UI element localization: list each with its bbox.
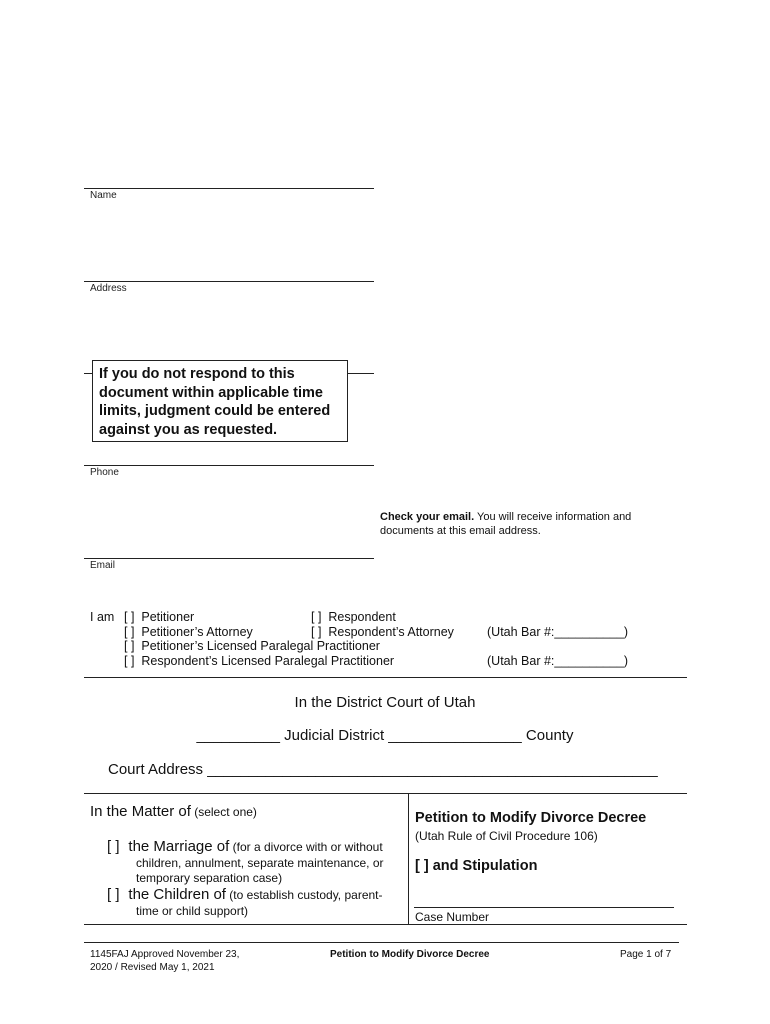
section-divider	[84, 677, 687, 678]
checkbox-petitioner[interactable]	[124, 610, 194, 624]
email-note	[380, 510, 670, 538]
checkbox-respondent-lpp[interactable]	[124, 654, 394, 668]
checkbox-children[interactable]	[107, 886, 383, 904]
respondent-attorney-label: Respondent’s Attorney	[328, 625, 454, 639]
footer-rule	[84, 942, 679, 943]
table-top-border	[84, 793, 687, 794]
case-number-line[interactable]	[414, 907, 674, 908]
phone-line[interactable]	[84, 465, 374, 466]
email-label: Email	[90, 560, 116, 571]
children-big: the Children of	[128, 886, 226, 903]
footer-form-id-2: 2020 / Revised May 1, 2021	[90, 962, 215, 973]
marriage-line3: temporary separation case)	[136, 871, 283, 885]
marriage-small: (for a divorce with or without	[229, 840, 383, 854]
checkbox-box[interactable]: [ ]	[124, 610, 135, 624]
marriage-line2: children, annulment, separate maintenance, or	[136, 856, 384, 870]
name-label: Name	[90, 190, 117, 201]
petition-title: Petition to Modify Divorce Decree	[415, 810, 647, 826]
checkbox-box[interactable]: [ ]	[124, 639, 135, 653]
email-line[interactable]	[84, 558, 374, 559]
checkbox-respondent-attorney[interactable]	[311, 625, 454, 639]
marriage-big: the Marriage of	[128, 838, 230, 855]
checkbox-respondent[interactable]	[311, 610, 396, 624]
checkbox-box[interactable]: [ ]	[311, 610, 322, 624]
email-note-bold: Check your email.	[380, 511, 475, 523]
district-line[interactable]: __________ Judicial District ________________ County	[196, 727, 574, 744]
email-note-text: You will receive information and documents at this email address.	[380, 511, 632, 537]
phone-label: Phone	[90, 467, 119, 478]
name-line[interactable]	[84, 188, 374, 189]
table-vertical-divider	[408, 793, 409, 924]
checkbox-box[interactable]: [ ]	[124, 654, 135, 668]
address-label: Address	[90, 283, 127, 294]
checkbox-marriage[interactable]	[107, 838, 383, 856]
table-bottom-border	[84, 924, 687, 925]
utah-bar-field-2[interactable]: (Utah Bar #:__________)	[487, 654, 629, 668]
footer-form-id-1: 1145FAJ Approved November 23,	[90, 949, 240, 960]
case-number-label: Case Number	[415, 910, 490, 924]
utah-bar-field-1[interactable]: (Utah Bar #:__________)	[487, 625, 629, 639]
checkbox-box[interactable]: [ ]	[124, 625, 135, 639]
footer-title: Petition to Modify Divorce Decree	[330, 949, 490, 960]
matter-heading	[90, 803, 257, 821]
court-address-line[interactable]: Court Address ______________________________________________________	[108, 761, 658, 778]
respondent-label: Respondent	[328, 610, 396, 624]
stipulation-checkbox[interactable]: [ ] and Stipulation	[415, 858, 538, 874]
matter-heading-big: In the Matter of	[90, 803, 191, 820]
petition-rule: (Utah Rule of Civil Procedure 106)	[415, 829, 598, 843]
checkbox-box[interactable]: [ ]	[107, 838, 120, 855]
warning-text: If you do not respond to this document within applicable time limits, judgment could be entered against you as requested.	[99, 366, 331, 438]
checkbox-box[interactable]: [ ]	[107, 886, 120, 903]
petitioner-label: Petitioner	[141, 610, 195, 624]
checkbox-box[interactable]: [ ]	[311, 625, 322, 639]
children-line2: time or child support)	[136, 904, 249, 918]
checkbox-petitioner-lpp[interactable]	[124, 639, 380, 653]
matter-heading-small: (select one)	[190, 805, 257, 819]
checkbox-petitioner-attorney[interactable]	[124, 625, 253, 639]
children-small: (to establish custody, parent-	[225, 888, 383, 902]
iam-prefix: I am	[90, 610, 115, 624]
petitioner-lpp-label: Petitioner’s Licensed Paralegal Practitioner	[141, 639, 380, 653]
petitioner-attorney-label: Petitioner’s Attorney	[141, 625, 253, 639]
response-warning-box	[92, 360, 348, 442]
address-line[interactable]	[84, 281, 374, 282]
respondent-lpp-label: Respondent’s Licensed Paralegal Practitioner	[141, 654, 395, 668]
footer-page: Page 1 of 7	[620, 949, 672, 960]
court-title: In the District Court of Utah	[294, 694, 476, 711]
